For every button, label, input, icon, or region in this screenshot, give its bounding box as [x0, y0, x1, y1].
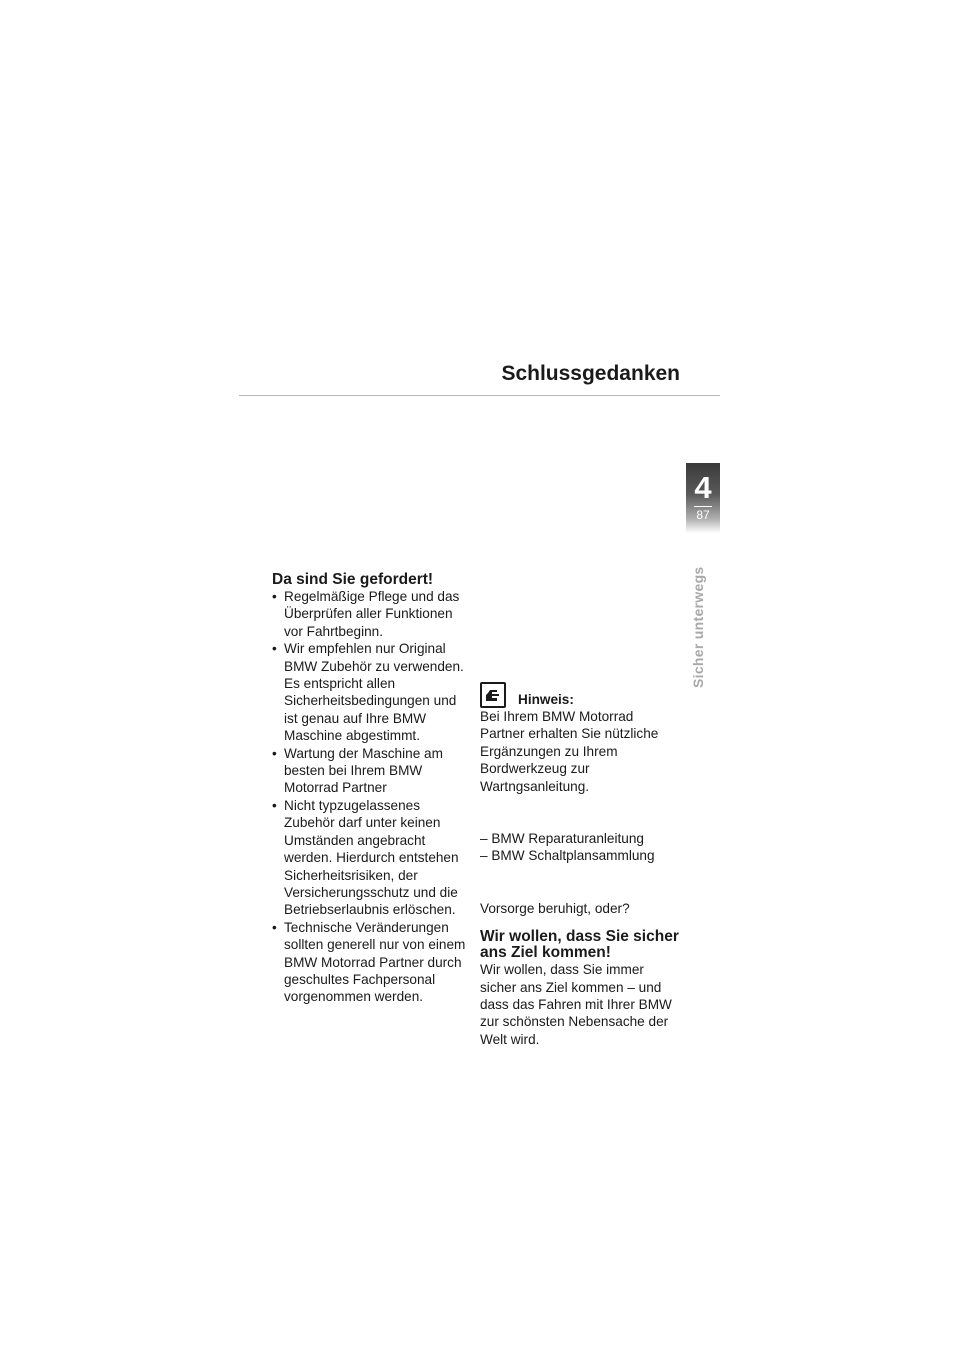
note-header: [480, 678, 680, 708]
right-heading: Wir wollen, dass Sie sicher ans Ziel kommen!: [480, 928, 679, 962]
note-hand-icon: [480, 682, 506, 708]
note-label: Hinweis:: [518, 692, 574, 707]
left-column: [272, 572, 468, 1006]
left-heading: Da sind Sie gefordert!: [272, 571, 434, 588]
page-title: Schlussgedanken: [501, 362, 680, 385]
dash-list: [480, 830, 680, 865]
right-column: [480, 678, 680, 1048]
question-text: Vorsorge beruhigt, oder?: [480, 900, 630, 916]
closing-text: Wir wollen, dass Sie immer sicher ans Ziel kommen – und dass das Fahren mit Ihrer BMW zur schönsten Nebensache der Welt wird.: [480, 962, 672, 1047]
bullet-item: • Technische Veränderungen sollten generell nur von einem BMW Motorrad Partner durch geschultes Fachpersonal vorgenommen werden.: [272, 919, 468, 1006]
bullet-item: • Wartung der Maschine am besten bei Ihrem BMW Motorrad Partner: [272, 745, 468, 797]
note-text: Bei Ihrem BMW Motorrad Partner erhalten Sie nützliche Ergänzungen zu Ihrem Bordwerkzeug zur Wartngsanleitung.: [480, 709, 659, 794]
chapter-tab: [686, 463, 720, 533]
chapter-tab-divider: [694, 506, 712, 507]
bullet-list: [272, 588, 468, 1006]
page-number: 87: [696, 508, 710, 522]
bullet-item: • Wir empfehlen nur Original BMW Zubehör zu verwenden. Es entspricht allen Sicherheitsbedingungen und ist genau auf Ihre BMW Maschine abgestimmt.: [272, 640, 468, 744]
chapter-number: 4: [694, 470, 712, 505]
dash-item: – BMW Schaltplansammlung: [480, 848, 655, 864]
header-divider: [239, 395, 720, 396]
bullet-item: • Nicht typzugelassenes Zubehör darf unter keinen Umständen angebracht werden. Hierdurch entstehen Sicherheitsrisiken, der Versicherungsschutz und die Betriebserlaubnis erlöschen.: [272, 797, 468, 919]
bullet-item: • Regelmäßige Pflege und das Überprüfen aller Funktionen vor Fahrtbeginn.: [272, 588, 468, 640]
dash-item: – BMW Reparaturanleitung: [480, 831, 644, 847]
section-side-label: Sicher unterwegs: [690, 566, 706, 688]
